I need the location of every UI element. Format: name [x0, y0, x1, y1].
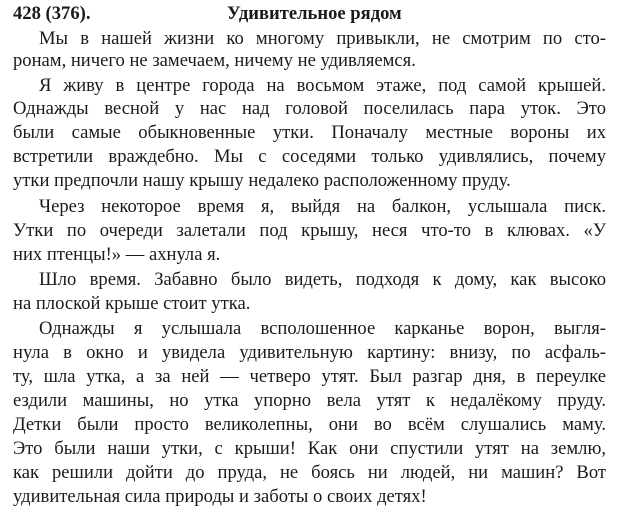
- text-line: Мы в нашей жизни ко многому привыкли, не смотрим по сто-: [39, 28, 606, 49]
- text-line: ездили машины, но утка упорно вела утят к недалёкому пруду.: [13, 390, 606, 411]
- text-line: как решили дойти до пруда, не боясь ни людей, ни машин? Вот: [13, 462, 606, 483]
- text-line: Утки по очереди залетали под крышу, неся что-то в клювах. «У: [13, 220, 606, 241]
- text-line: были самые обыкновенные утки. Поначалу местные вороны их: [13, 122, 606, 143]
- text-line: Детки были просто великолепны, они во всём слушались маму.: [13, 414, 606, 435]
- text-line: ту, шла утка, а за ней — четверо утят. Был разгар дня, в переулке: [13, 366, 606, 387]
- text-line: ронам, ничего не замечаем, ничему не удивляемся.: [13, 50, 416, 71]
- text-line: встретили враждебно. Мы с соседями только удивлялись, почему: [13, 146, 606, 167]
- text-line: нула в окно и увидела удивительную картину: внизу, по асфаль-: [13, 342, 606, 363]
- text-line: на плоской крыше стоит утка.: [13, 293, 251, 314]
- exercise-number: 428 (376).: [13, 3, 91, 24]
- exercise-title: Удивительное рядом: [227, 3, 402, 24]
- text-line: Однажды я услышала всполошенное карканье ворон, выгля-: [39, 318, 606, 339]
- text-line: Однажды весной у нас над головой поселилась пара уток. Это: [13, 98, 606, 119]
- text-line: Я живу в центре города на восьмом этаже, под самой крышей.: [39, 75, 606, 96]
- text-line: утки предпочли нашу крышу недалеко расположенному пруду.: [13, 170, 511, 191]
- text-line: Через некоторое время я, выйдя на балкон, услышала писк.: [39, 196, 606, 217]
- text-line: них птенцы!» — ахнула я.: [13, 244, 221, 265]
- text-line: Это были наши утки, с крыши! Как они спустили утят на землю,: [13, 438, 606, 459]
- text-line: удивительная сила природы и заботы о своих детях!: [13, 486, 427, 507]
- text-line: Шло время. Забавно было видеть, подходя к дому, как высоко: [39, 269, 606, 290]
